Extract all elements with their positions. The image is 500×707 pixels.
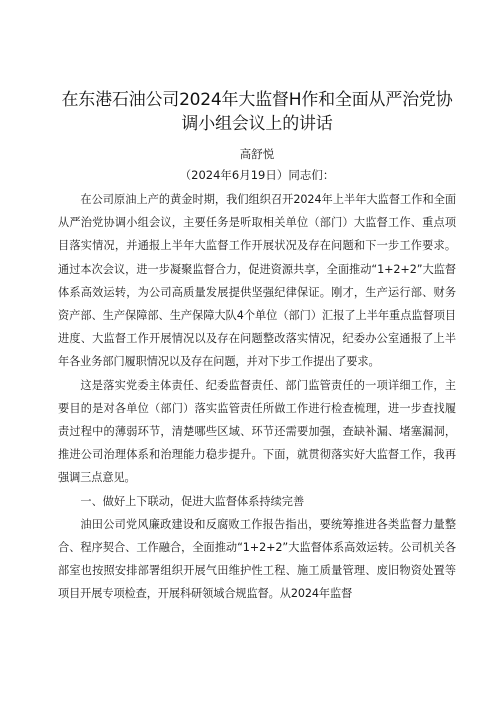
- document-body: [58, 188, 456, 606]
- document-title: 在东港石油公司2024年大监督H作和全面从严治党协调小组会议上的讲话: [61, 90, 453, 134]
- author-name: 高舒悦: [239, 147, 275, 161]
- section-heading: 一、做好上下联动，促进大监督体系持续完善: [80, 494, 305, 508]
- date-and-salutation: （2024年6月19日）同志们：: [179, 168, 335, 182]
- body-paragraph: 这是落实党委主体责任、纪委监督责任、部门监管责任的一项详细工作，主要目的是对各单位（部门）落实监管责任所做工作进行检查梳理，进一步查找履责过程中的薄弱环节，清楚哪些区域、环节还需要加强，查缺补漏、堵塞漏洞，推进公司治理体系和治理能力稳步提升。下面，就贯彻落实好大监督工作，我再强调三点意见。: [58, 378, 456, 485]
- body-paragraph: 在公司原油上产的黄金时期，我们组织召开2024年上半年大监督工作和全面从严治党协调小组会议，主要任务是听取相关单位（部门）大监督工作、重点项目落实情况，并通报上半年大监督工作开展状况及存在问题和下一步工作要求。通过本次会议，进一步凝聚监督合力，促进资源共享，全面推动“1+2+2”大监督体系高效运转，为公司高质量发展提供坚强纪律保证。刚才，生产运行部、财务资产部、生产保障部、生产保障大队4个单位（部门）汇报了上半年重点监督项目进度、大监督工作开展情况以及存在问题整改落实情况，纪委办公室通报了上半年各业务部门履职情况以及存在问题，并对下步工作提出了要求。: [58, 193, 456, 369]
- body-paragraph: 油田公司党风廉政建设和反腐败工作报告指出，要统筹推进各类监督力量整合、程序契合、工作融合，全面推动“1+2+2”大监督体系高效运转。公司机关各部室也按照安排部署组织开展气田维护性工程、施工质量管理、废旧物资处置等项目开展专项检查，开展科研领域合规监督。从2024年监督: [58, 517, 456, 601]
